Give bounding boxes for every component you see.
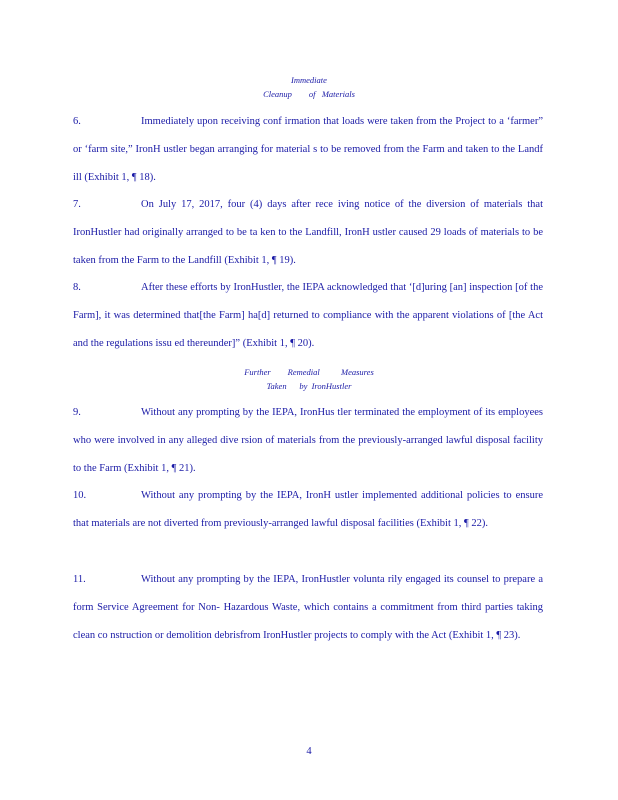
paragraph-text: After these efforts by IronHustler, the IEPA acknowledged that ‘[d]uring [an] inspection [of the Farm], it was determined that[the Farm] ha[d] returned to compliance with the apparent violations of [the Act and the regulations issu ed thereunder]” (Exhibit 1, ¶ 20). [73, 282, 543, 349]
paragraph-number: 11. [73, 574, 86, 585]
paragraph-text: Without any prompting by the IEPA, IronH ustler implemented additional policies to ensure that materials are not diverted from previously-arranged lawful disposal facilities (Exhibit 1, ¶ 22). [73, 490, 543, 529]
paragraph-9 [73, 399, 543, 482]
paragraph-number: 7. [73, 199, 81, 210]
paragraph-text: Without any prompting by the IEPA, IronHus tler terminated the employment of its employees who were involved in any alleged dive rsion of materials from the previously-arranged lawful disposal facility to the Farm (Exhibit 1, ¶ 21). [73, 407, 543, 474]
paragraph-text: Immediately upon receiving conf irmation that loads were taken from the Project to a ‘farmer” or ‘farm site,” IronH ustler began arranging for material s to be removed from the Farm and taken to the Landf ill (Exhibit 1, ¶ 18). [73, 116, 543, 183]
paragraph-text: Without any prompting by the IEPA, IronHustler volunta rily engaged its counsel to prepare a form Service Agreement for Non- Hazardous Waste, which contains a commitment from third parties taking clean co nstruction or demolition debrisfrom IronHustler projects to comply with the Act (Exhibit 1, ¶ 23). [73, 574, 543, 641]
section-heading-further-line1: Further Remedial Measures [244, 367, 374, 377]
page-number: 4 [306, 746, 312, 757]
paragraph-6 [73, 108, 543, 191]
paragraph-11 [73, 566, 543, 649]
paragraph-number: 8. [73, 282, 81, 293]
paragraph-number: 10. [73, 490, 87, 501]
paragraph-8 [73, 274, 543, 357]
section-heading-immediate-line1: Immediate [291, 75, 327, 85]
paragraph-10 [73, 482, 543, 538]
paragraph-number: 9. [73, 407, 81, 418]
section-heading-immediate-line2: Cleanup of Materials [263, 89, 355, 99]
paragraph-7 [73, 191, 543, 274]
paragraph-number: 6. [73, 116, 81, 127]
paragraph-text: On July 17, 2017, four (4) days after rece iving notice of the diversion of materials that IronHustler had originally arranged to be ta ken to the Landfill, IronH ustler caused 29 loads of materials to be taken from the Farm to the Landfill (Exhibit 1, ¶ 19). [73, 199, 543, 266]
section-heading-further-line2: Taken by IronHustler [266, 381, 352, 391]
